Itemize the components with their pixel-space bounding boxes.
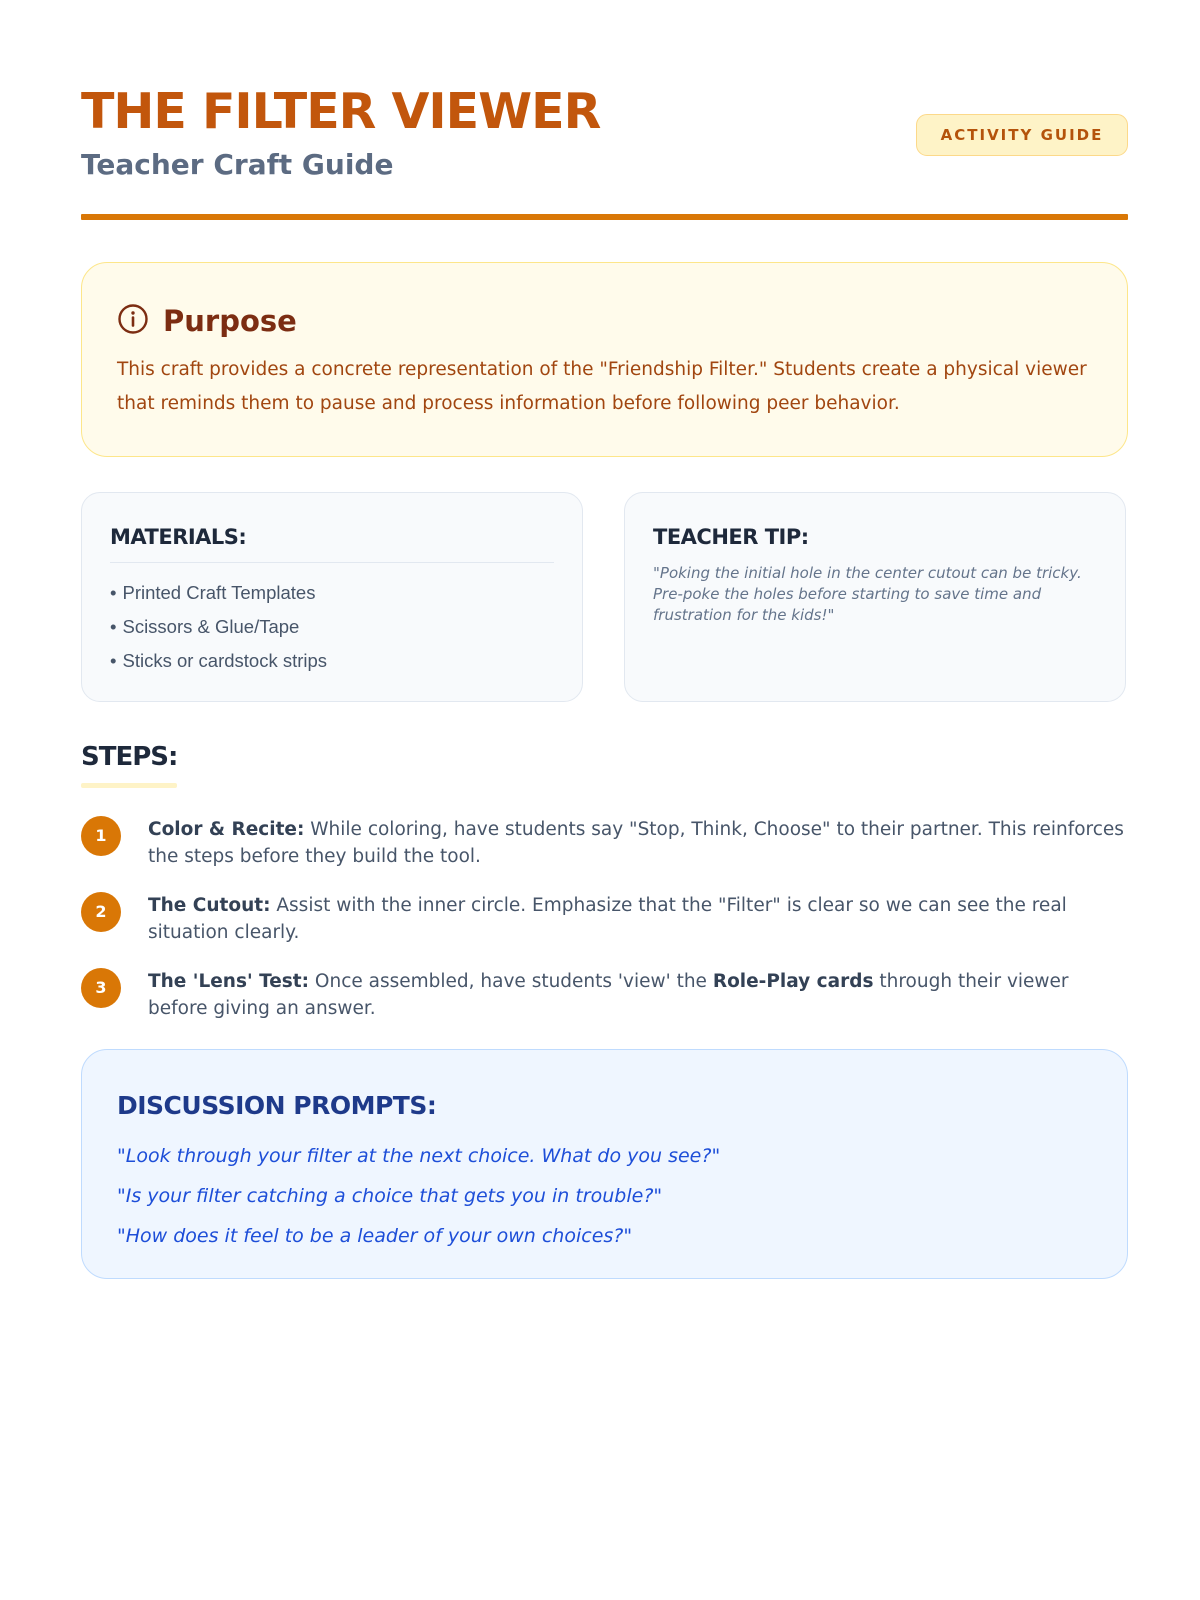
step-label: The 'Lens' Test: (148, 971, 310, 992)
page-subtitle: Teacher Craft Guide (81, 148, 394, 181)
step-text (148, 816, 1128, 870)
step-label: Color & Recite: (148, 819, 305, 840)
list-item: • Printed Craft Templates (110, 576, 554, 610)
step-description-end: through their viewer before giving an answer. (148, 971, 1069, 1019)
step-number-badge: 1 (81, 816, 121, 856)
steps-title: STEPS: (81, 742, 178, 772)
purpose-title: Purpose (163, 304, 297, 338)
materials-title: MATERIALS: (110, 525, 247, 549)
discussion-title: DISCUSSION PROMPTS: (117, 1091, 437, 1120)
step-label: The Cutout: (148, 895, 271, 916)
header-divider (81, 214, 1128, 220)
activity-guide-badge: ACTIVITY GUIDE (916, 114, 1128, 156)
header (81, 83, 1128, 182)
teacher-tip-card (624, 492, 1126, 702)
discussion-prompt: "Is your filter catching a choice that gets you in trouble?" (117, 1185, 663, 1207)
discussion-prompt: "How does it feel to be a leader of your own choices?" (117, 1225, 633, 1247)
step-number-badge: 3 (81, 968, 121, 1008)
materials-card (81, 492, 583, 702)
step-text (148, 968, 1128, 1022)
purpose-text: This craft provides a concrete representation of the "Friendship Filter." Students create a physical viewer that reminds them to pause and process information before following peer behavior. (117, 359, 1087, 414)
materials-divider (110, 562, 554, 563)
purpose-header (117, 303, 1093, 339)
discussion-prompt: "Look through your filter at the next choice. What do you see?" (117, 1145, 721, 1167)
info-icon (117, 303, 163, 339)
page-title: THE FILTER VIEWER (81, 83, 601, 140)
teacher-tip-title: TEACHER TIP: (653, 525, 809, 549)
teacher-tip-text: "Poking the initial hole in the center cutout can be tricky. Pre-poke the holes before starting to save time and frustration for the kids!" (653, 564, 1082, 624)
discussion-prompts-box (81, 1049, 1128, 1279)
step-text (148, 892, 1128, 946)
steps-underline (81, 783, 177, 788)
discussion-list (117, 1136, 1093, 1256)
materials-list (110, 576, 554, 678)
role-play-cards-emphasis: Role-Play cards (712, 971, 874, 992)
list-item: • Sticks or cardstock strips (110, 644, 554, 678)
list-item: • Scissors & Glue/Tape (110, 610, 554, 644)
step-description: Once assembled, have students 'view' the (309, 971, 713, 992)
purpose-callout (81, 262, 1128, 457)
step-number-badge: 2 (81, 892, 121, 932)
step-description: While coloring, have students say "Stop, Think, Choose" to their partner. This reinforces the steps before they build the tool. (148, 819, 1124, 867)
step-description: Assist with the inner circle. Emphasize that the "Filter" is clear so we can see the real situation clearly. (148, 895, 1067, 943)
